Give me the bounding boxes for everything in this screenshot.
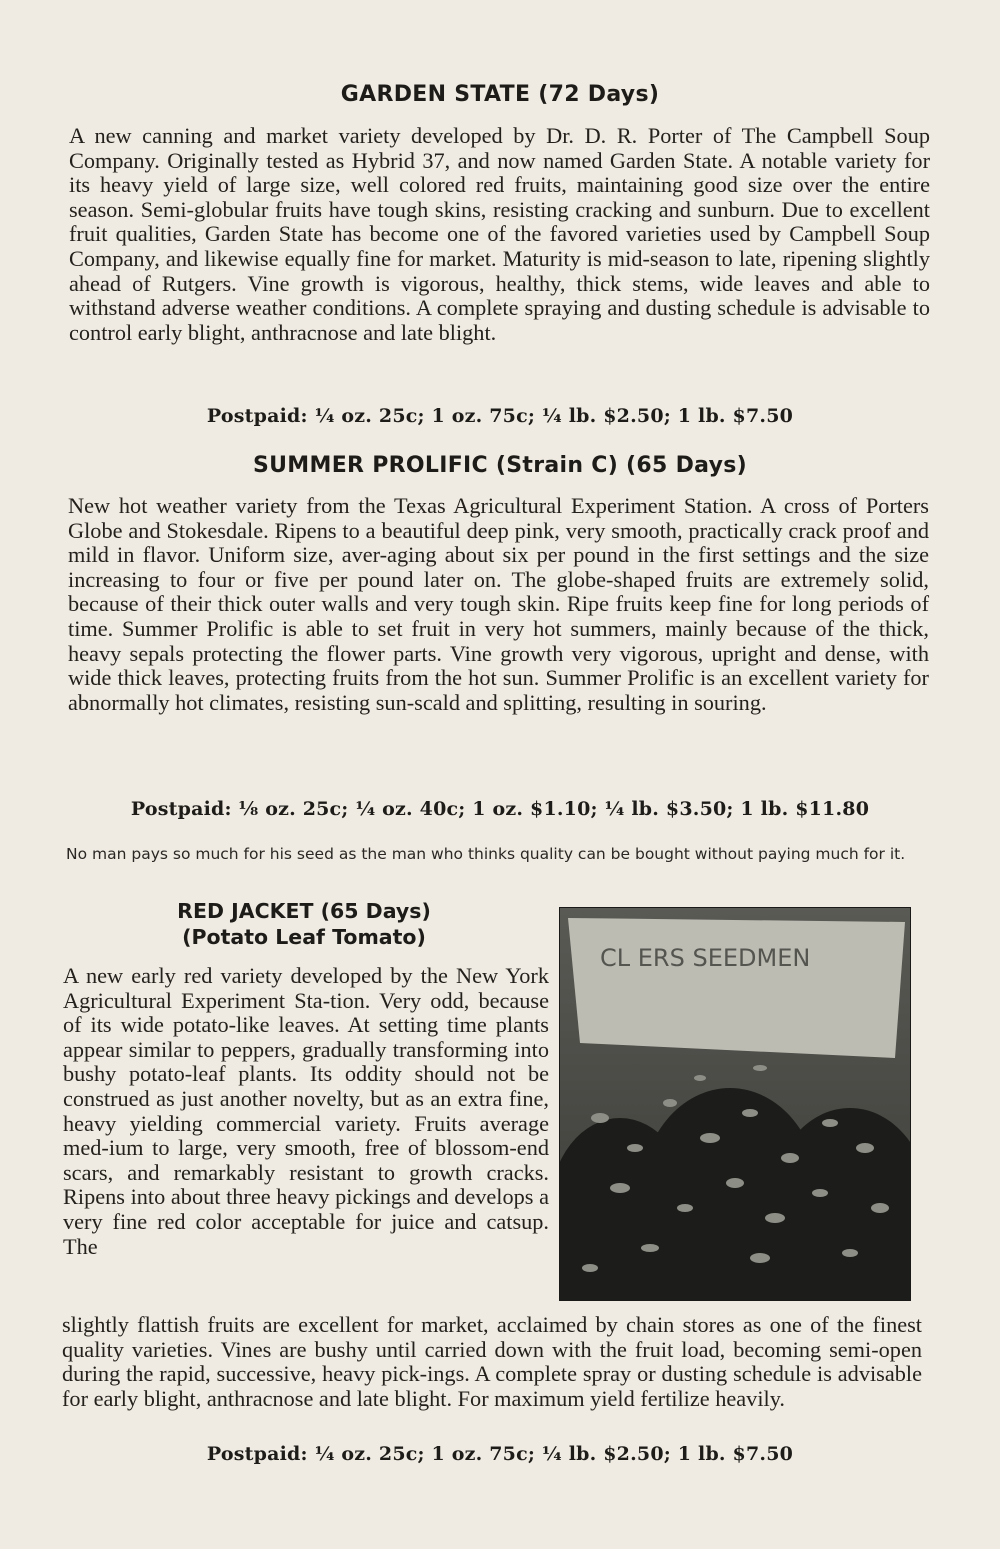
red-jacket-description-full: slightly flattish fruits are excellent for market, acclaimed by chain stores as one of the finest quality varieties. Vines are bushy until carried down with the fruit load, becoming semi-open during the rapid, successive, heavy pick-ings. A complete spray or dusting schedule is advisable for early blight, anthracnose and late blight. For maximum yield fertilize heavily. [62, 1312, 922, 1411]
red-jacket-heading: RED JACKET (65 Days) [177, 899, 431, 923]
garden-state-price: Postpaid: ¼ oz. 25c; 1 oz. 75c; ¼ lb. $2.50; 1 lb. $7.50 [206, 405, 794, 427]
sign-text: CL ERS SEEDMEN [600, 944, 811, 972]
red-jacket-price: Postpaid: ¼ oz. 25c; 1 oz. 75c; ¼ lb. $2.50; 1 lb. $7.50 [206, 1443, 794, 1465]
summer-prolific-price: Postpaid: ⅛ oz. 25c; ¼ oz. 40c; 1 oz. $1.10; ¼ lb. $3.50; 1 lb. $11.80 [130, 798, 870, 820]
summer-prolific-heading: SUMMER PROLIFIC (Strain C) (65 Days) [253, 453, 747, 478]
garden-state-description: A new canning and market variety developed by Dr. D. R. Porter of The Campbell Soup Company. Originally tested as Hybrid 37, and now named Garden State. A notable variety for its heavy yield of large size, well colored red fruits, maintaining good size over the entire season. Semi-globular fruits have tough skins, resisting cracking and sunburn. Due to excellent fruit qualities, Garden State has become one of the favored varieties used by Campbell Soup Company, and likewise equally fine for market. Maturity is mid-season to late, ripening slightly ahead of Rutgers. Vine growth is vigorous, healthy, thick stems, wide leaves and able to withstand adverse weather conditions. A complete spraying and dusting schedule is advisable to control early blight, anthracnose and late blight. [69, 123, 930, 345]
seed-field-photo [560, 908, 910, 1300]
red-jacket-subheading: (Potato Leaf Tomato) [182, 925, 426, 949]
red-jacket-description-column: A new early red variety developed by the New York Agricultural Experiment Sta-tion. Very odd, because of its wide potato-like leaves. At setting time plants appear similar to peppers, gradually transforming into bushy potato-leaf plants. Its oddity should not be construed as just another novelty, but as an extra fine, heavy yielding commercial variety. Fruits average med-ium to large, very smooth, free of blossom-end scars, and remarkably resistant to growth cracks. Ripens into about three heavy pickings and develops a very fine red color acceptable for juice and catsup. The [63, 963, 549, 1259]
garden-state-heading: GARDEN STATE (72 Days) [340, 82, 660, 107]
sign-board [568, 918, 905, 1058]
summer-prolific-description: New hot weather variety from the Texas Agricultural Experiment Station. A cross of Porters Globe and Stokesdale. Ripens to a beautiful deep pink, very smooth, practically crack proof and mild in flavor. Uniform size, aver-aging about six per pound in the first settings and the size increasing to four or five per pound later on. The globe-shaped fruits are extremely solid, because of their thick outer walls and very tough skin. Ripe fruits keep fine for long periods of time. Summer Prolific is able to set fruit in very hot summers, mainly because of the thick, heavy sepals protecting the flower parts. Vine growth very vigorous, upright and dense, with wide thick leaves, protecting fruits from the hot sun. Summer Prolific is an excellent variety for abnormally hot climates, resisting sun-scald and splitting, resulting in souring. [68, 493, 929, 715]
photo-illustration [560, 908, 910, 1300]
quality-quote: No man pays so much for his seed as the man who thinks quality can be bought without paying much for it. [66, 845, 906, 863]
